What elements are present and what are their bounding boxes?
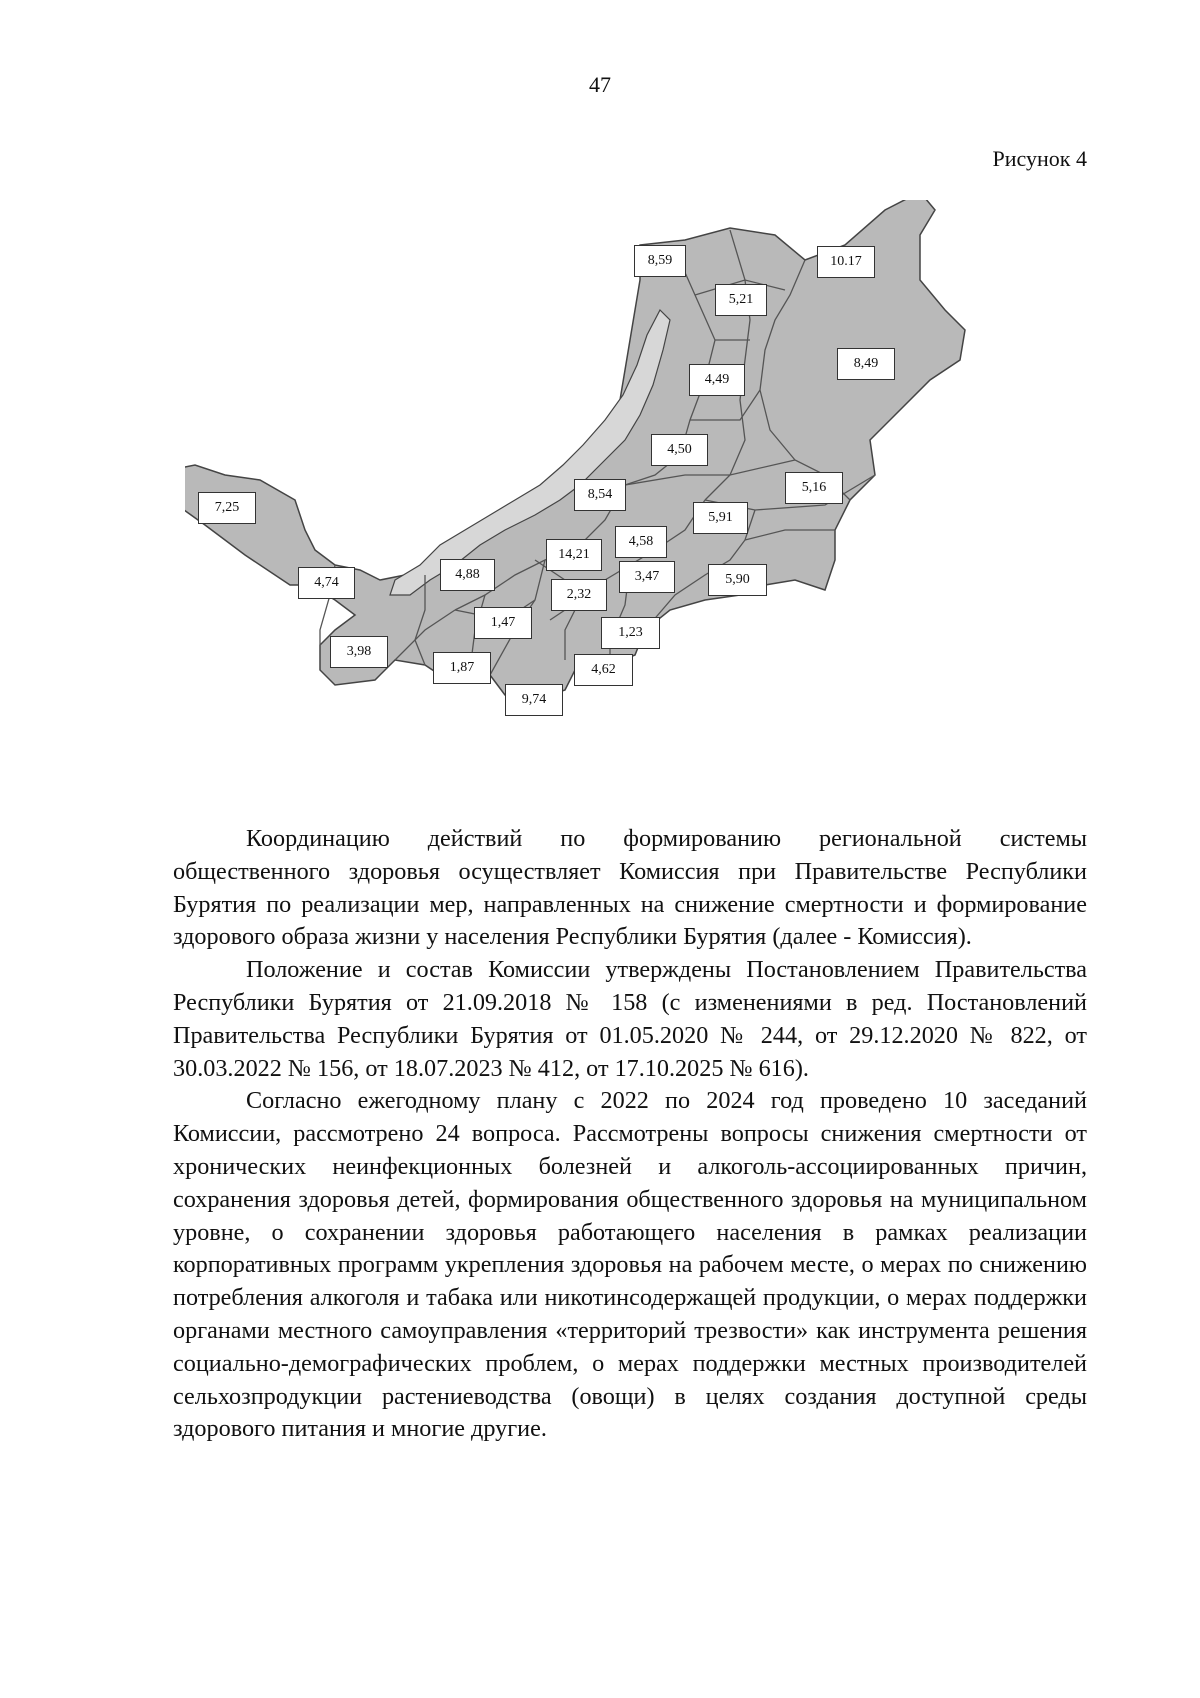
region-label-2: 10.17	[817, 246, 875, 278]
paragraph-commission-meetings: Согласно ежегодному плану с 2022 по 2024 год проведено 10 заседаний Комиссии, рассмотрено 24 вопроса. Рассмотрены вопросы снижения смертности от хронических неинфекционных болезней и алкоголь-ассоциированных причин, сохранения здоровья детей, формирования общественного здоровья на муниципальном уровне, о сохранении здоровья работающего населения в рамках реализации корпоративных программ укрепления здоровья на рабочем месте, о мерах по снижению потребления алкоголя и табака или никотинсодержащей продукции, о мерах поддержки органами местного самоуправления «территорий трезвости» как инструмента решения социально-демографических проблем, о мерах поддержки местных производителей сельхозпродукции растениеводства (овощи) в целях создания доступной среды здорового питания и многие другие.	[173, 1087, 1087, 1443]
region-label-9: 5,16	[785, 472, 843, 504]
region-label-13: 4,88	[440, 559, 495, 591]
region-label-4: 8,49	[837, 348, 895, 380]
region-label-1: 8,59	[634, 245, 686, 277]
region-label-23: 9,74	[505, 684, 563, 716]
region-label-5: 4,49	[689, 364, 745, 396]
region-label-7: 7,25	[198, 492, 256, 524]
region-label-16: 5,90	[708, 564, 767, 596]
region-label-3: 5,21	[715, 284, 767, 316]
region-label-11: 4,58	[615, 526, 667, 558]
region-label-18: 1,47	[474, 607, 532, 639]
region-label-10: 5,91	[693, 502, 748, 534]
region-label-21: 1,87	[433, 652, 491, 684]
paragraph-commission-coordination: Координацию действий по формированию региональной системы общественного здоровья осуществляет Комиссия при Правительстве Республики Бурятия по реализации мер, направленных на снижение смертности и формирование здорового образа жизни у населения Республики Бурятия (далее - Комиссия).	[173, 825, 1087, 951]
map-outline	[185, 200, 1075, 790]
figure-label: Рисунок 4	[992, 146, 1087, 171]
region-label-20: 3,98	[330, 636, 388, 668]
region-label-8: 8,54	[574, 479, 626, 511]
region-label-12: 14,21	[546, 539, 602, 571]
body-text	[173, 823, 1087, 1446]
region-label-17: 2,32	[551, 579, 607, 611]
page-number: 47	[589, 72, 611, 97]
region-label-19: 1,23	[601, 617, 660, 649]
region-label-14: 4,74	[298, 567, 355, 599]
region-map	[185, 200, 1075, 790]
region-label-22: 4,62	[574, 654, 633, 686]
region-label-6: 4,50	[651, 434, 708, 466]
paragraph-commission-regulation: Положение и состав Комиссии утверждены Постановлением Правительства Республики Бурятия от 21.09.2018 № 158 (с изменениями в ред. Постановлений Правительства Республики Бурятия от 01.05.2020 № 244, от 29.12.2020 № 822, от 30.03.2022 № 156, от 18.07.2023 № 412, от 17.10.2025 № 616).	[173, 956, 1087, 1082]
region-label-15: 3,47	[619, 561, 675, 593]
